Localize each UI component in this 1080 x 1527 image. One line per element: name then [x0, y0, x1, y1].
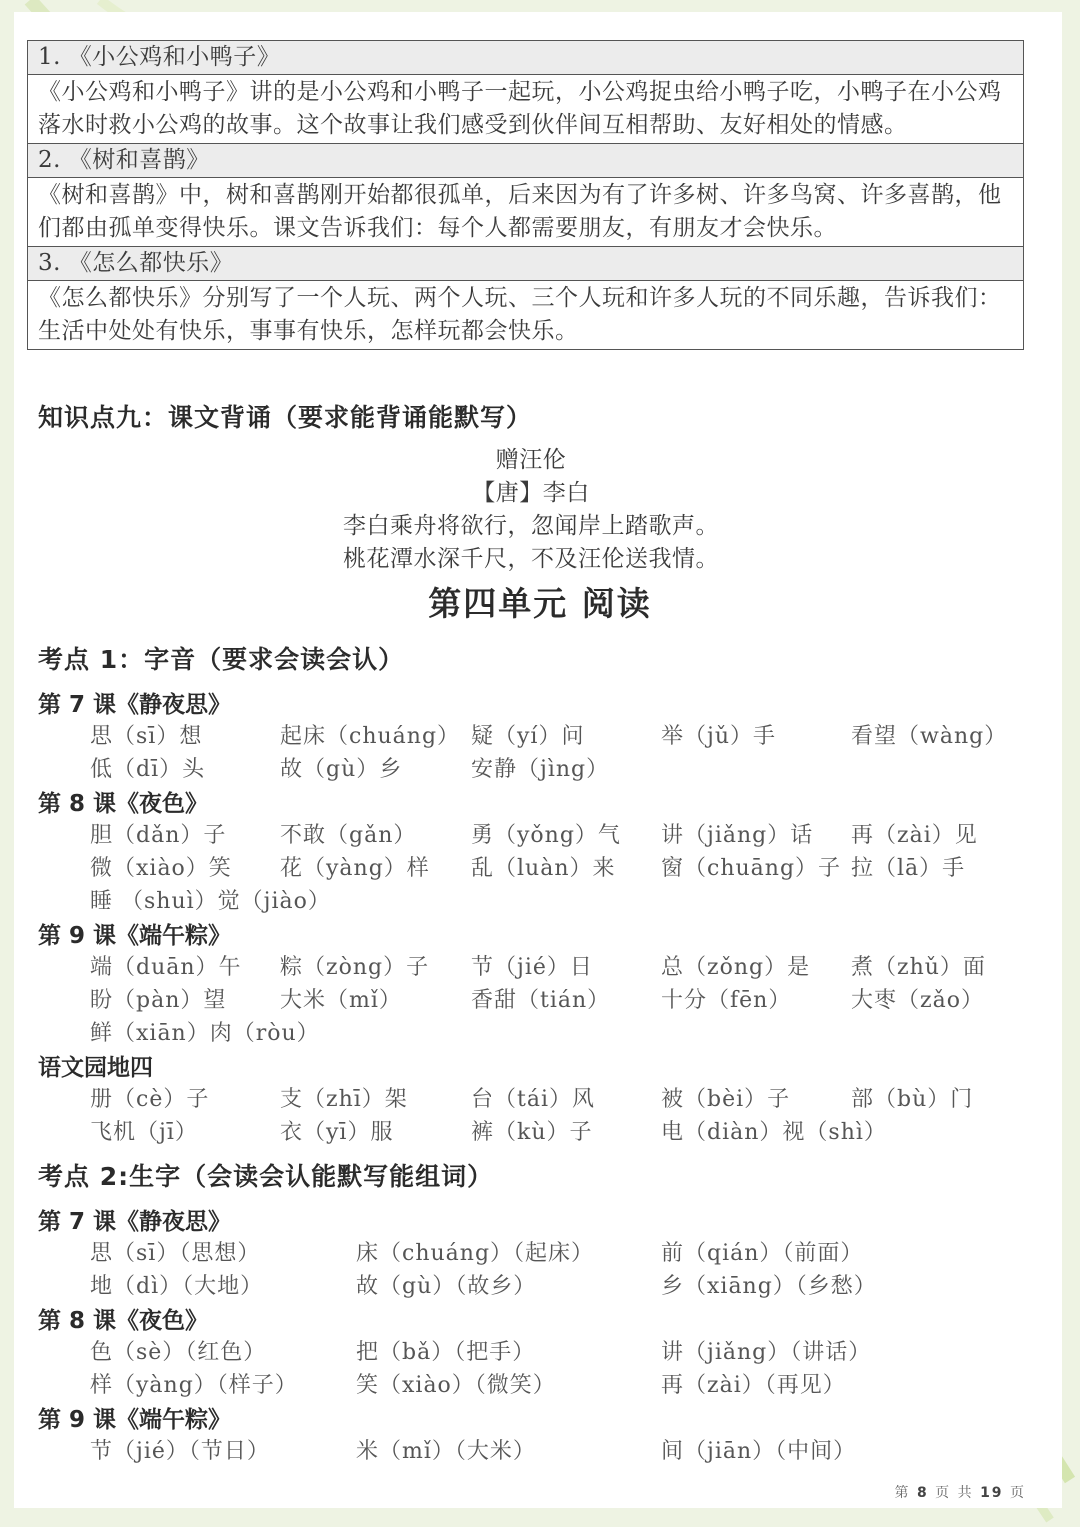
- poem-line: 李白乘舟将欲行，忽闻岸上踏歌声。: [343, 513, 719, 539]
- lesson-title: 第 9 课《端午粽》: [38, 923, 232, 949]
- footer-suffix: 页: [1010, 1485, 1026, 1501]
- vocab-item: 低（dī）头: [90, 757, 206, 782]
- vocab-item: 总（zǒng）是: [661, 955, 811, 980]
- vocab-item: 鲜（xiān）肉（ròu）: [90, 1021, 320, 1046]
- vocab-item: 再（zài）见: [851, 823, 978, 848]
- vocab-item: 讲（jiǎng）话: [661, 823, 814, 848]
- summary-text: 《怎么都快乐》分别写了一个人玩、两个人玩、三个人玩和许多人玩的不同乐趣，告诉我们：生活中处处有快乐，事事有快乐，怎样玩都会快乐。: [28, 281, 1024, 350]
- knowledge9-heading: 知识点九：课文背诵（要求能背诵能默写）: [38, 403, 533, 432]
- vocab-item: 微（xiào）笑: [90, 856, 232, 881]
- summary-table: [27, 40, 1024, 350]
- vocab-item: 胆（dǎn）子: [90, 823, 227, 848]
- vocab-item: 部（bù）门: [851, 1087, 974, 1112]
- summary-row-text: [28, 178, 1024, 247]
- summary-row-text: [28, 75, 1024, 144]
- page-footer: [895, 1482, 1027, 1502]
- footer-mid: 页 共: [935, 1485, 974, 1501]
- vocab-item: 支（zhī）架: [280, 1087, 408, 1112]
- point1-heading: 考点 1：字音（要求会读会认）: [38, 645, 405, 674]
- vocab-item: 故（gù）（故乡）: [356, 1274, 537, 1299]
- footer-total-pages: 19: [980, 1485, 1004, 1501]
- vocab-item: 拉（lā）手: [851, 856, 966, 881]
- vocab-item: 前（qián）（前面）: [661, 1241, 864, 1266]
- vocab-item: 不敢（gǎn）: [280, 823, 417, 848]
- vocab-item: 乱（luàn）来: [471, 856, 616, 881]
- lesson-title: 第 7 课《静夜思》: [38, 692, 232, 718]
- summary-text: 《小公鸡和小鸭子》讲的是小公鸡和小鸭子一起玩，小公鸡捉虫给小鸭子吃，小鸭子在小公鸡落水时救小公鸡的故事。这个故事让我们感受到伙伴间互相帮助、友好相处的情感。: [28, 75, 1024, 144]
- lesson-title: 第 7 课《静夜思》: [38, 1209, 232, 1235]
- vocab-item: 十分（fēn）: [661, 988, 792, 1013]
- vocab-item: 大米（mǐ）: [280, 988, 402, 1013]
- unit-title: 第四单元 阅读: [428, 584, 652, 623]
- vocab-item: 起床（chuáng）: [280, 724, 461, 749]
- vocab-item: 窗（chuāng）子: [661, 856, 842, 881]
- vocab-item: 花（yàng）样: [280, 856, 430, 881]
- vocab-item: 册（cè）子: [90, 1087, 210, 1112]
- vocab-item: 地（dì）（大地）: [90, 1274, 264, 1299]
- poem-title: 赠汪伦: [495, 447, 567, 473]
- vocab-item: 再（zài）（再见）: [661, 1373, 846, 1398]
- poem-author: 【唐】李白: [472, 480, 590, 506]
- poem-line: 桃花潭水深千尺，不及汪伦送我情。: [343, 546, 719, 572]
- summary-row-title: [28, 247, 1024, 281]
- vocab-item: 床（chuáng）（起床）: [356, 1241, 595, 1266]
- vocab-item: 睡 （shuì）觉（jiào）: [90, 889, 331, 914]
- summary-text: 《树和喜鹊》中，树和喜鹊刚开始都很孤单，后来因为有了许多树、许多鸟窝、许多喜鹊，他们都由孤单变得快乐。课文告诉我们：每个人都需要朋友，有朋友才会快乐。: [28, 178, 1024, 247]
- footer-prefix: 第: [894, 1485, 911, 1501]
- vocab-item: 把（bǎ）（把手）: [356, 1340, 536, 1365]
- vocab-item: 勇（yǒng）气: [471, 823, 621, 848]
- vocab-item: 被（bèi）子: [661, 1087, 791, 1112]
- vocab-item: 色（sè）（红色）: [90, 1340, 267, 1365]
- footer-page-number: 8: [916, 1485, 929, 1501]
- vocab-item: 间（jiān）（中间）: [661, 1439, 857, 1464]
- vocab-item: 思（sī）想: [90, 724, 203, 749]
- vocab-item: 节（jié）（节日）: [90, 1439, 270, 1464]
- vocab-item: 故（gù）乡: [280, 757, 403, 782]
- vocab-item: 样（yàng）（样子）: [90, 1373, 298, 1398]
- vocab-item: 电（diàn）视（shì）: [661, 1120, 887, 1145]
- vocab-item: 飞机（jī）: [90, 1120, 198, 1145]
- vocab-item: 香甜（tián）: [471, 988, 611, 1013]
- vocab-item: 粽（zòng）子: [280, 955, 430, 980]
- vocab-item: 大枣（zǎo）: [851, 988, 984, 1013]
- summary-row-title: [28, 144, 1024, 178]
- vocab-item: 台（tái）风: [471, 1087, 595, 1112]
- vocab-item: 笑（xiào）（微笑）: [356, 1373, 556, 1398]
- lesson-title: 语文园地四: [38, 1055, 153, 1081]
- vocab-item: 煮（zhǔ）面: [851, 955, 986, 980]
- summary-row-title: [28, 41, 1024, 75]
- vocab-item: 节（jié）日: [471, 955, 593, 980]
- summary-title: 1. 《小公鸡和小鸭子》: [28, 41, 1024, 75]
- vocab-item: 米（mǐ）（大米）: [356, 1439, 536, 1464]
- lesson-title: 第 9 课《端午粽》: [38, 1407, 232, 1433]
- lesson-title: 第 8 课《夜色》: [38, 1308, 209, 1334]
- vocab-item: 裤（kù）子: [471, 1120, 593, 1145]
- summary-row-text: [28, 281, 1024, 350]
- vocab-item: 衣（yī）服: [280, 1120, 394, 1145]
- vocab-item: 看望（wàng）: [851, 724, 1008, 749]
- point2-heading: 考点 2:生字（会读会认能默写能组词）: [38, 1162, 494, 1191]
- vocab-item: 盼（pàn）望: [90, 988, 227, 1013]
- vocab-item: 安静（jìng）: [471, 757, 610, 782]
- vocab-item: 讲（jiǎng）（讲话）: [661, 1340, 872, 1365]
- vocab-item: 举（jǔ）手: [661, 724, 776, 749]
- summary-title: 2. 《树和喜鹊》: [28, 144, 1024, 178]
- lesson-title: 第 8 课《夜色》: [38, 791, 209, 817]
- vocab-item: 思（sī）（思想）: [90, 1241, 261, 1266]
- vocab-item: 乡（xiāng）（乡愁）: [661, 1274, 877, 1299]
- summary-title: 3. 《怎么都快乐》: [28, 247, 1024, 281]
- vocab-item: 端（duān）午: [90, 955, 242, 980]
- vocab-item: 疑（yí）问: [471, 724, 585, 749]
